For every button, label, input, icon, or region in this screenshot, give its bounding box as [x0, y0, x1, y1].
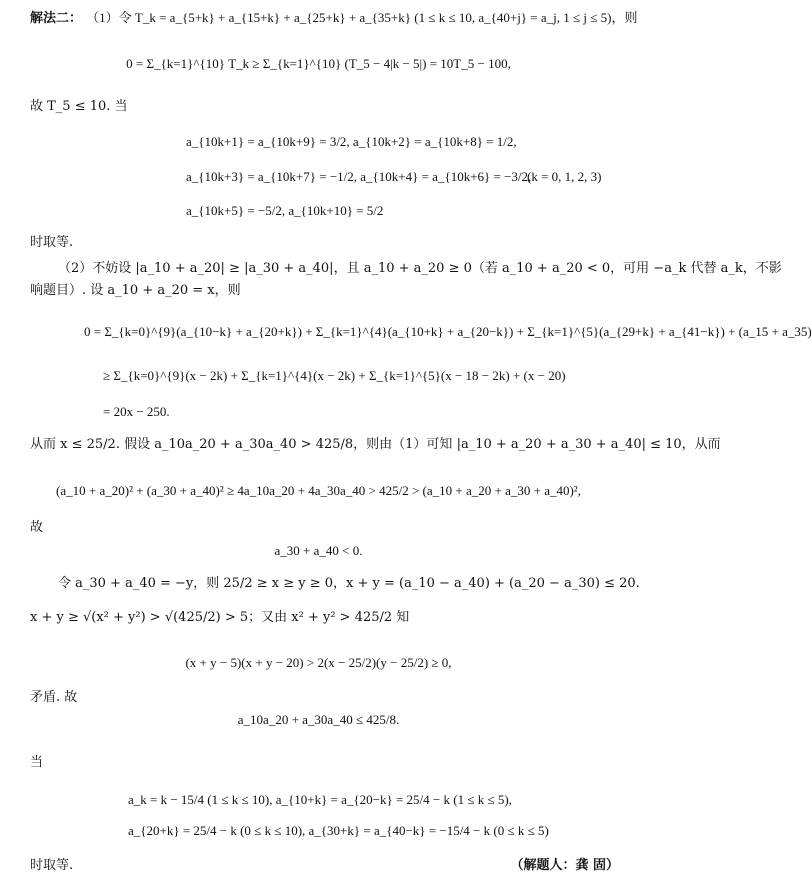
- equation-construction-1: a_k = k − 15/4 (1 ≤ k ≤ 10), a_{10+k} = a_{20−k} = 25/4 − k (1 ≤ k ≤ 5),: [128, 792, 512, 807]
- equation-product: (x + y − 5)(x + y − 20) > 2(x − 25/2)(y − 25/2) ≥ 0,: [185, 655, 452, 670]
- definition-text: （1）令 T_k = a_{5+k} + a_{15+k} + a_{25+k} + a_{35+k} (1 ≤ k ≤ 10, a_{40+j} = a_j, 1 ≤ j ≤ 5)，则: [86, 10, 638, 25]
- equation-square-inequality: (a_10 + a_20)² + (a_30 + a_40)² ≥ 4a_10a_20 + 4a_30a_40 > 425/2 > (a_10 + a_20 + a_30 + a_40)²,: [56, 483, 581, 498]
- line-contradiction: 矛盾. 故: [30, 690, 78, 705]
- part-2-line-1: （2）不妨设 |a_10 + a_20| ≥ |a_30 + a_40|，且 a_10 + a_20 ≥ 0（若 a_10 + a_20 < 0，可用 −a_k 代替 a_k，不影: [58, 261, 782, 276]
- equation-inequality: ≥ Σ_{k=0}^{9}(x − 2k) + Σ_{k=1}^{4}(x − 2k) + Σ_{k=1}^{5}(x − 18 − 2k) + (x − 20): [103, 368, 566, 383]
- line-conclusion-t5: 故 T_5 ≤ 10. 当: [30, 99, 128, 114]
- line-assumption: 从而 x ≤ 25/2. 假设 a_10a_20 + a_30a_40 > 425/8，则由（1）可知 |a_10 + a_20 + a_30 + a_40| ≤ 10，从而: [30, 437, 721, 452]
- part-2-line-2: 响题目）. 设 a_10 + a_20 = x，则: [30, 283, 241, 298]
- equation-result: = 20x − 250.: [103, 404, 170, 419]
- line-equality-1: 时取等.: [30, 235, 74, 250]
- equation-values-2: a_{10k+3} = a_{10k+7} = −1/2, a_{10k+4} = a_{10k+6} = −3/2,: [186, 169, 532, 184]
- equation-sum-tk: 0 = Σ_{k=1}^{10} T_k ≥ Σ_{k=1}^{10} (T_5 − 4|k − 5|) = 10T_5 − 100,: [126, 56, 511, 71]
- equation-values-3: a_{10k+5} = −5/2, a_{10k+10} = 5/2: [186, 203, 384, 218]
- equation-a30-a40: a_30 + a_40 < 0.: [274, 543, 363, 558]
- equation-final-bound: a_10a_20 + a_30a_40 ≤ 425/8.: [237, 712, 400, 727]
- line-when: 当: [30, 755, 44, 770]
- line-sqrt-inequality: x + y ≥ √(x² + y²) > √(425/2) > 5；又由 x² + y² > 425/2 知: [30, 610, 410, 625]
- author-signature: （解题人：龚 固）: [510, 858, 619, 873]
- line-therefore: 故: [30, 520, 44, 535]
- equation-k-range: (k = 0, 1, 2, 3): [527, 169, 602, 184]
- line-1: [30, 10, 637, 27]
- line-equality-2: 时取等.: [30, 858, 74, 873]
- equation-zero-sum: 0 = Σ_{k=0}^{9}(a_{10−k} + a_{20+k}) + Σ_{k=1}^{4}(a_{10+k} + a_{20−k}) + Σ_{k=1}^{5}(a_{29+k} + a_{41−k}) + (a_15 + a_35): [84, 324, 812, 339]
- equation-values-1: a_{10k+1} = a_{10k+9} = 3/2, a_{10k+2} = a_{10k+8} = 1/2,: [186, 134, 517, 149]
- equation-construction-2: a_{20+k} = 25/4 − k (0 ≤ k ≤ 10), a_{30+k} = a_{40−k} = −15/4 − k (0 ≤ k ≤ 5): [128, 823, 549, 838]
- line-let-y: 令 a_30 + a_40 = −y，则 25/2 ≥ x ≥ y ≥ 0，x + y = (a_10 − a_40) + (a_20 − a_30) ≤ 20.: [58, 576, 640, 591]
- solution-label: 解法二：: [30, 11, 83, 26]
